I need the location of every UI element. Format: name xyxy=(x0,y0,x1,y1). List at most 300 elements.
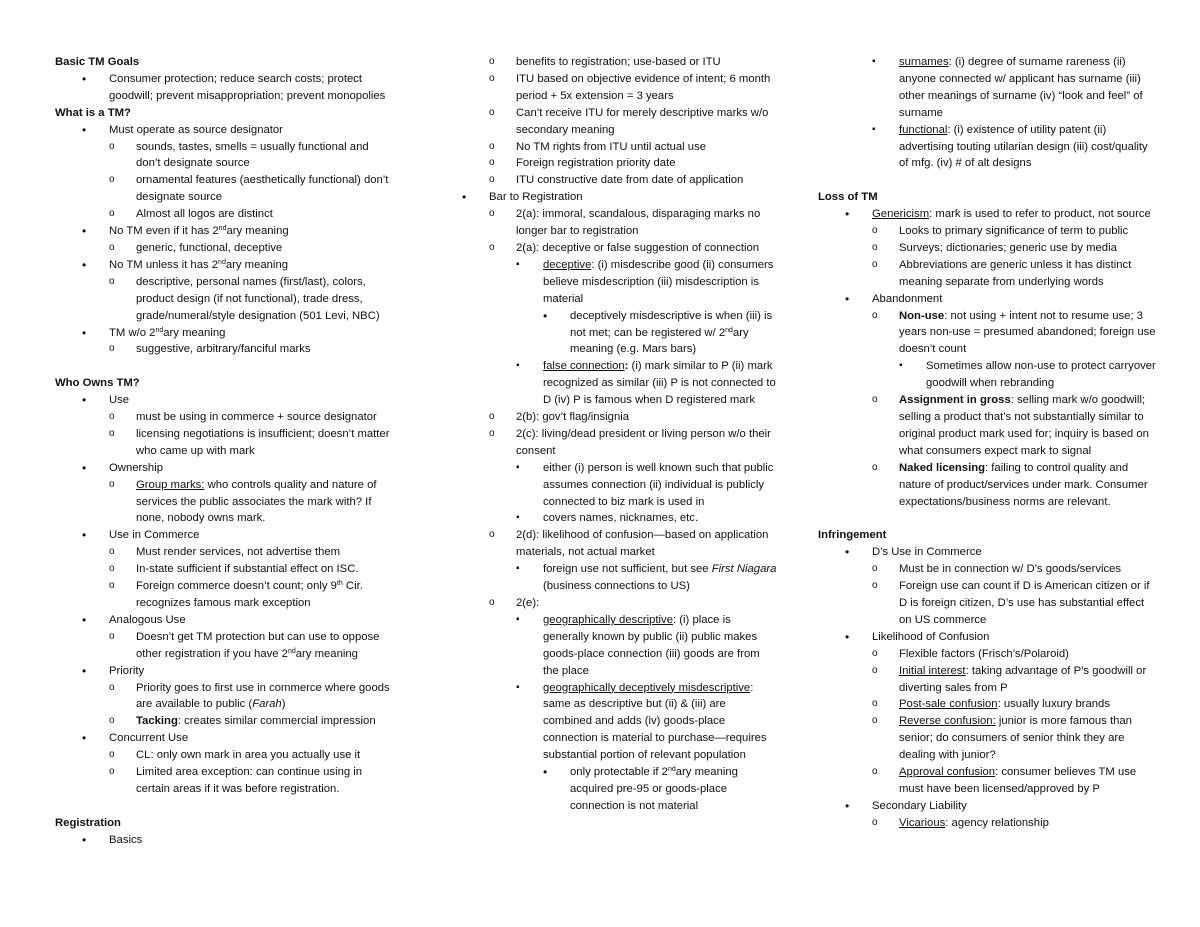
item-text xyxy=(516,157,676,169)
bullet-square-icon xyxy=(872,54,876,71)
text-run: ary meaning xyxy=(295,647,358,660)
bullet-circle-icon xyxy=(489,54,495,71)
text-run: Reverse confusion: xyxy=(899,715,996,728)
section-heading: Registration xyxy=(55,816,121,829)
text-run: foreign use not sufficient, but see xyxy=(543,563,712,576)
item-text xyxy=(899,580,1150,626)
text-run: In-state sufficient if substantial effect on ISC. xyxy=(136,563,359,576)
text-run: : not using + intent not to resume use; 3 years non-use = presumed abandoned; foreign use doesn’t count xyxy=(899,309,1156,356)
bullet-circle-icon xyxy=(872,815,878,832)
bullet-circle-icon xyxy=(489,172,495,189)
outline-item xyxy=(55,612,395,629)
bullet-circle-icon xyxy=(872,713,878,730)
text-run: Limited area exception: can continue using in certain areas if it was before registration. xyxy=(136,766,363,795)
item-text xyxy=(109,732,188,744)
outline-item xyxy=(55,477,395,528)
outline-item xyxy=(818,646,1158,663)
bullet-circle-icon xyxy=(489,105,495,122)
outline-item xyxy=(462,510,777,527)
outline-item xyxy=(462,240,777,257)
text-run: : xyxy=(624,360,629,373)
item-text xyxy=(136,428,390,457)
superscript: nd xyxy=(155,326,164,334)
outline-item xyxy=(55,730,395,747)
bullet-dot-icon xyxy=(82,71,86,90)
text-run: : same as descriptive but (ii) & (iii) are combined and adds (iv) goods-place connection is material to purchase—requires substantial portion of relevant population xyxy=(543,681,767,762)
bullet-circle-icon xyxy=(109,680,115,697)
item-text xyxy=(136,411,377,423)
bullet-circle-icon xyxy=(109,747,115,764)
text-run: Sometimes allow non-use to protect carryover goodwill when rebranding xyxy=(926,360,1156,390)
outline-item xyxy=(462,308,777,359)
outline-item xyxy=(55,527,395,544)
text-run: Bar to Registration xyxy=(489,191,583,204)
outline-item xyxy=(818,392,1158,460)
bullet-square-icon xyxy=(516,680,520,697)
spacer xyxy=(55,358,395,375)
outline-item xyxy=(462,139,777,156)
item-text xyxy=(136,174,388,203)
text-run: Use in Commerce xyxy=(109,529,200,542)
outline-item xyxy=(55,663,395,680)
outline-item xyxy=(55,713,395,730)
outline-item xyxy=(55,832,395,849)
outline-item xyxy=(55,325,395,342)
bullet-circle-icon xyxy=(872,663,878,680)
superscript: nd xyxy=(287,647,296,655)
item-text xyxy=(872,293,942,305)
item-text xyxy=(136,563,359,575)
text-run: Foreign commerce doesn’t count; only 9 xyxy=(136,580,337,593)
bullet-circle-icon xyxy=(109,477,115,494)
text-run: suggestive, arbitrary/fanciful marks xyxy=(136,343,311,356)
bullet-square-icon xyxy=(516,257,520,274)
bullet-square-icon xyxy=(516,612,520,629)
outline-item xyxy=(55,426,395,460)
outline-item xyxy=(818,460,1158,511)
item-text xyxy=(109,529,199,541)
bullet-circle-icon xyxy=(109,341,115,358)
item-text xyxy=(136,276,380,322)
text-run: ornamental features (aesthetically functional) don’t designate source xyxy=(136,174,389,204)
bullet-circle-icon xyxy=(109,409,115,426)
item-text xyxy=(570,310,772,356)
text-run: Must be in connection w/ D’s goods/services xyxy=(899,563,1122,576)
outline-column-2 xyxy=(462,54,777,815)
outline-item xyxy=(55,680,395,714)
bullet-circle-icon xyxy=(109,544,115,561)
outline-item xyxy=(818,544,1158,561)
text-run: Priority xyxy=(109,664,145,677)
text-run: Can’t receive ITU for merely descriptive marks w/o secondary meaning xyxy=(516,106,769,136)
outline-item xyxy=(462,105,777,139)
text-run: ary meaning xyxy=(225,258,289,271)
bullet-circle-icon xyxy=(109,139,115,156)
outline-item xyxy=(55,223,395,240)
text-run: Analogous Use xyxy=(109,613,186,626)
section-heading: Who Owns TM? xyxy=(55,377,140,390)
text-run: Abbreviations are generic unless it has distinct meaning separate from underlying words xyxy=(899,258,1132,288)
superscript: nd xyxy=(667,766,676,774)
outline-item xyxy=(55,274,395,325)
section-heading: Infringement xyxy=(818,529,887,542)
text-run: (i) mark similar to P (ii) mark recognized as similar (iii) P is not connected to D (iv) P is famous when D registered mark xyxy=(543,360,776,407)
text-run: Secondary Liability xyxy=(872,799,967,812)
outline-item xyxy=(462,460,777,511)
bullet-circle-icon xyxy=(489,409,495,426)
bullet-dot-icon xyxy=(82,832,86,851)
outline-item xyxy=(55,172,395,206)
item-text xyxy=(543,614,760,677)
item-text xyxy=(543,462,773,508)
text-run: : consumer believes TM use must have been licensed/approved by P xyxy=(899,766,1137,795)
text-run: : (i) existence of utility patent (ii) advertising touting utilarian design (iii) cost/quality of mfg. (iv) # of alt designs xyxy=(899,123,1148,170)
bullet-circle-icon xyxy=(872,460,878,477)
item-text xyxy=(109,834,142,846)
outline-item xyxy=(818,257,1158,291)
text-run: generic, functional, deceptive xyxy=(136,241,283,254)
outline-item xyxy=(462,172,777,189)
superscript: nd xyxy=(725,326,733,334)
text-run: : (i) place is generally known by public (ii) public makes goods-place connection (iii) goods are from the place xyxy=(543,613,760,677)
superscript: nd xyxy=(218,258,226,266)
bullet-circle-icon xyxy=(872,240,878,257)
outline-item xyxy=(55,561,395,578)
text-run: 2(d): likelihood of confusion—based on application materials, not actual market xyxy=(516,529,769,559)
item-text xyxy=(136,715,376,727)
text-run: Almost all logos are distinct xyxy=(136,208,273,221)
text-run: licensing negotiations is insufficient; doesn’t matter who came up with mark xyxy=(136,427,390,457)
item-text xyxy=(136,479,377,525)
item-text xyxy=(516,174,743,186)
text-run: No TM unless it has 2 xyxy=(109,258,219,271)
bullet-square-icon xyxy=(516,358,520,375)
text-run: Approval confusion xyxy=(899,766,996,779)
item-text xyxy=(516,141,706,153)
item-text xyxy=(926,360,1156,389)
item-text xyxy=(516,242,759,254)
text-run: Non-use xyxy=(899,309,945,322)
item-text xyxy=(516,428,771,457)
item-text xyxy=(516,56,721,68)
item-text xyxy=(136,208,273,220)
item-text xyxy=(516,208,760,237)
item-text xyxy=(570,766,738,812)
item-text xyxy=(109,225,289,237)
outline-item xyxy=(55,240,395,257)
item-text xyxy=(136,343,311,355)
outline-item xyxy=(462,189,777,206)
text-run: ary meaning (e.g. Mars bars) xyxy=(570,326,749,356)
text-run: Foreign registration priority date xyxy=(516,157,676,170)
item-text xyxy=(899,56,1143,119)
outline-item xyxy=(55,747,395,764)
text-run: Farah xyxy=(252,698,282,711)
text-run: : taking advantage of P’s goodwill or diverting sales from P xyxy=(899,664,1147,694)
text-run: : failing to control quality and nature of product/services under mark. Consumer expectations/business norms are relevant. xyxy=(899,461,1148,508)
outline-item xyxy=(55,257,395,274)
bullet-circle-icon xyxy=(109,764,115,781)
outline-item xyxy=(55,206,395,223)
outline-item xyxy=(462,527,777,561)
outline-item xyxy=(818,122,1158,173)
bullet-circle-icon xyxy=(109,578,115,595)
bullet-circle-icon xyxy=(109,561,115,578)
text-run: TM w/o 2 xyxy=(109,326,156,339)
bullet-circle-icon xyxy=(872,764,878,781)
outline-item xyxy=(55,409,395,426)
outline-item xyxy=(818,358,1158,392)
item-text xyxy=(899,766,1136,795)
text-run: Doesn’t get TM protection but can use to oppose other registration if you have 2 xyxy=(136,630,380,660)
text-run: (business connections to US) xyxy=(543,580,690,593)
outline-item xyxy=(818,206,1158,223)
outline-column-3 xyxy=(818,54,1158,832)
outline-item xyxy=(462,358,777,409)
item-text xyxy=(109,124,283,136)
text-run: Assignment in gross xyxy=(899,394,1011,407)
text-run: surnames xyxy=(899,56,949,68)
text-run: No TM rights from ITU until actual use xyxy=(516,140,707,153)
text-run: Genericism xyxy=(872,208,930,221)
bullet-circle-icon xyxy=(872,696,878,713)
item-text xyxy=(516,73,770,102)
item-text xyxy=(872,800,967,812)
superscript: th xyxy=(336,580,343,588)
item-text xyxy=(543,360,776,406)
text-run: only protectable if 2 xyxy=(570,766,668,779)
item-text xyxy=(899,310,1156,356)
outline-item xyxy=(462,764,777,815)
outline-item xyxy=(462,206,777,240)
item-text xyxy=(109,614,186,626)
item-text xyxy=(109,462,163,474)
bullet-square-icon xyxy=(516,561,520,578)
bullet-square-icon xyxy=(516,510,520,527)
outline-item xyxy=(818,54,1158,122)
item-text xyxy=(872,208,1151,220)
outline-item xyxy=(818,696,1158,713)
outline-item xyxy=(818,663,1158,697)
text-run: Naked licensing xyxy=(899,461,986,474)
outline-item xyxy=(818,629,1158,646)
text-run: : (i) degree of surname rareness (ii) anyone connected w/ applicant has surname (iii) other meanings of surname (iv) “look and feel” of surname xyxy=(899,56,1143,119)
bullet-circle-icon xyxy=(489,426,495,443)
text-run: Ownership xyxy=(109,461,163,474)
bullet-dot-icon xyxy=(543,764,547,783)
text-run: Tacking xyxy=(136,715,178,728)
outline-item xyxy=(55,764,395,798)
text-run: Concurrent Use xyxy=(109,732,189,745)
bullet-square-icon xyxy=(516,460,520,477)
bullet-circle-icon xyxy=(109,206,115,223)
text-run: 2(b): gov’t flag/insignia xyxy=(516,411,630,424)
bullet-circle-icon xyxy=(109,240,115,257)
bullet-circle-icon xyxy=(872,646,878,663)
text-run: benefits to registration; use-based or ITU xyxy=(516,56,721,68)
text-run: : selling mark w/o goodwill; selling a product that’s not substantially similar to original product mark used for; inquiry is based on what consumers expect mark to signal xyxy=(899,394,1149,457)
bullet-circle-icon xyxy=(489,155,495,172)
item-text xyxy=(872,631,989,643)
bullet-circle-icon xyxy=(109,426,115,443)
outline-item xyxy=(462,155,777,172)
outline-item xyxy=(818,240,1158,257)
text-run: ) xyxy=(281,698,286,711)
item-text xyxy=(899,715,1132,761)
spacer xyxy=(818,510,1158,527)
outline-item xyxy=(818,561,1158,578)
item-text xyxy=(489,191,583,203)
text-run: Surveys; dictionaries; generic use by media xyxy=(899,241,1117,254)
text-run: : mark is used to refer to product, not source xyxy=(929,208,1151,221)
outline-item xyxy=(462,71,777,105)
item-text xyxy=(899,817,1049,829)
text-run: Priority goes to first use in commerce where goods are available to public ( xyxy=(136,681,390,711)
spacer xyxy=(55,798,395,815)
bullet-circle-icon xyxy=(109,629,115,646)
text-run: D’s Use in Commerce xyxy=(872,546,982,559)
bullet-square-icon xyxy=(872,122,876,139)
section-heading: What is a TM? xyxy=(55,106,131,119)
text-run: : agency relationship xyxy=(945,816,1049,829)
outline-item xyxy=(818,815,1158,832)
outline-item xyxy=(462,561,777,595)
outline-item xyxy=(818,291,1158,308)
spacer xyxy=(818,172,1158,189)
text-run: Initial interest xyxy=(899,664,966,677)
text-run: geographically descriptive xyxy=(543,613,673,626)
outline-item xyxy=(55,122,395,139)
item-text xyxy=(543,512,698,524)
bullet-circle-icon xyxy=(872,561,878,578)
bullet-circle-icon xyxy=(489,240,495,257)
bullet-circle-icon xyxy=(872,257,878,274)
bullet-circle-icon xyxy=(109,713,115,730)
text-run: ary meaning xyxy=(226,225,289,238)
outline-item xyxy=(818,764,1158,798)
outline-item xyxy=(55,139,395,173)
bullet-circle-icon xyxy=(872,308,878,325)
text-run: deceptively misdescriptive is when (iii) is not met; can be registered w/ 2 xyxy=(570,309,773,339)
outline-item xyxy=(55,629,395,663)
item-text xyxy=(899,242,1117,254)
item-text xyxy=(136,580,363,609)
text-run: 2(a): immoral, scandalous, disparaging marks no longer bar to registration xyxy=(516,208,761,238)
text-run: Consumer protection; reduce search costs; protect goodwill; prevent misappropriation; prevent monopolies xyxy=(109,72,386,102)
item-text xyxy=(872,546,982,558)
text-run: Foreign use can count if D is American citizen or if D is foreign citizen, D’s use has substantial effect on US commerce xyxy=(899,580,1150,626)
outline-item xyxy=(818,578,1158,629)
text-run: No TM even if it has 2 xyxy=(109,225,219,238)
item-text xyxy=(136,766,362,795)
text-run: 2(c): living/dead president or living person w/o their consent xyxy=(516,427,771,457)
text-run: Must operate as source designator xyxy=(109,123,283,136)
text-run: must be using in commerce + source designator xyxy=(136,411,377,424)
item-text xyxy=(136,682,390,711)
item-text xyxy=(516,107,768,136)
text-run: Basics xyxy=(109,833,143,846)
item-text xyxy=(899,462,1148,508)
text-run: Cir. recognizes famous mark exception xyxy=(136,580,363,609)
bullet-circle-icon xyxy=(109,274,115,291)
text-run: Likelihood of Confusion xyxy=(872,630,990,643)
outline-item xyxy=(462,680,777,765)
bullet-circle-icon xyxy=(489,595,495,612)
outline-item xyxy=(55,71,395,105)
outline-item xyxy=(462,257,777,308)
text-run: 2(e): xyxy=(516,597,540,609)
outline-item xyxy=(818,308,1158,359)
item-text xyxy=(899,563,1121,575)
text-run: covers names, nicknames, etc. xyxy=(543,512,699,525)
text-run: : usually luxury brands xyxy=(997,698,1110,711)
text-run: functional xyxy=(899,123,948,136)
text-run: geographically deceptively misdescriptive xyxy=(543,681,751,694)
bullet-circle-icon xyxy=(872,392,878,409)
item-text xyxy=(109,259,288,271)
text-run: ary meaning xyxy=(163,326,226,339)
outline-item xyxy=(462,612,777,680)
text-run: First Niagara xyxy=(711,563,777,576)
bullet-circle-icon xyxy=(489,527,495,544)
item-text xyxy=(109,73,385,102)
text-run: 2(a): deceptive or false suggestion of connection xyxy=(516,241,760,254)
item-text xyxy=(516,411,629,423)
outline-item xyxy=(55,460,395,477)
outline-item xyxy=(55,341,395,358)
text-run: : creates similar commercial impression xyxy=(177,715,376,728)
text-run: either (i) person is well known such that public assumes connection (ii) individual is publicly connected to biz mark is used in xyxy=(543,461,774,508)
item-text xyxy=(899,648,1069,660)
bullet-circle-icon xyxy=(872,578,878,595)
item-text xyxy=(543,259,773,305)
text-run: junior is more famous than senior; do consumers of senior think they are dealing with junior? xyxy=(899,715,1132,762)
item-text xyxy=(516,597,539,609)
outline-item xyxy=(55,578,395,612)
text-run: ary meaning acquired pre-95 or goods-place connection is not material xyxy=(570,766,738,812)
item-text xyxy=(899,225,1128,237)
item-text xyxy=(136,141,369,170)
outline-item xyxy=(462,595,777,612)
outline-item xyxy=(55,392,395,409)
section-heading: Basic TM Goals xyxy=(55,56,140,68)
item-text xyxy=(136,631,379,660)
text-run: CL: only own mark in area you actually use it xyxy=(136,749,361,762)
text-run: sounds, tastes, smells = usually functional and don’t designate source xyxy=(136,140,369,170)
outline-column-1 xyxy=(55,54,395,849)
item-text xyxy=(136,242,282,254)
bullet-circle-icon xyxy=(109,172,115,189)
item-text xyxy=(109,327,225,339)
text-run: Post-sale confusion xyxy=(899,698,998,711)
item-text xyxy=(899,698,1110,710)
text-run: Use xyxy=(109,394,130,407)
item-text xyxy=(899,259,1131,288)
text-run: Looks to primary significance of term to public xyxy=(899,225,1129,238)
item-text xyxy=(899,394,1149,457)
text-run: Flexible factors (Frisch’s/Polaroid) xyxy=(899,647,1069,660)
item-text xyxy=(109,394,129,406)
text-run: Group marks: xyxy=(136,478,205,491)
outline-item xyxy=(818,223,1158,240)
outline-item xyxy=(818,713,1158,764)
outline-item xyxy=(462,426,777,460)
text-run: ITU constructive date from date of application xyxy=(516,174,744,187)
text-run: false connection xyxy=(543,360,625,373)
outline-item xyxy=(55,544,395,561)
item-text xyxy=(516,529,768,558)
text-run: deceptive xyxy=(543,258,592,271)
